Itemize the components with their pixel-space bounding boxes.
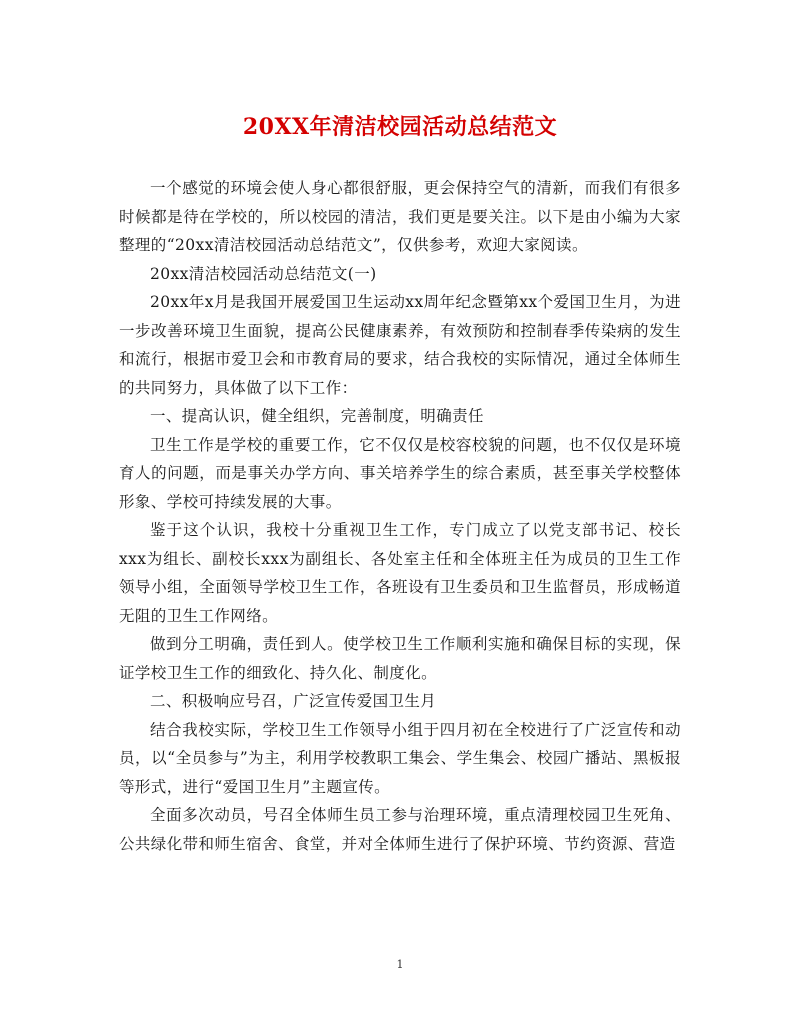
paragraph-intro: 一个感觉的环境会使人身心都很舒服，更会保持空气的清新，而我们有很多时候都是待在学校的，所以校园的清洁，我们更是要关注。以下是由小编为大家整理的“20xx清洁校园活动总结范文”，仅供参考，欢迎大家阅读。: [119, 179, 681, 254]
page-number: 1: [396, 958, 404, 971]
paragraph: 结合我校实际，学校卫生工作领导小组于四月初在全校进行了广泛宣传和动员，以“全员参与”为主，利用学校教职工集会、学生集会、校园广播站、黑板报等形式，进行“爱国卫生月”主题宣传。: [119, 720, 681, 796]
paragraph: 卫生工作是学校的重要工作，它不仅仅是校容校貌的问题，也不仅仅是环境育人的问题，而是事关办学方向、事关培养学生的综合素质，甚至事关学校整体形象、学校可持续发展的大事。: [119, 435, 681, 511]
section-heading: 一、提高认识，健全组织，完善制度，明确责任: [150, 407, 484, 425]
paragraph: 做到分工明确，责任到人。使学校卫生工作顺利实施和确保目标的实现，保证学校卫生工作的细致化、持久化、制度化。: [119, 635, 681, 682]
paragraph: 全面多次动员，号召全体师生员工参与治理环境，重点清理校园卫生死角、公共绿化带和师生宿舍、食堂，并对全体师生进行了保护环境、节约资源、营造: [119, 806, 681, 853]
paragraph-subtitle: 20xx清洁校园活动总结范文(一): [150, 264, 377, 283]
document-title: 20XX年清洁校园活动总结范文: [242, 114, 558, 140]
document-body: [119, 174, 681, 858]
section-heading: 二、积极响应号召，广泛宣传爱国卫生月: [150, 692, 437, 710]
paragraph: 鉴于这个认识，我校十分重视卫生工作，专门成立了以党支部书记、校长xxx为组长、副校长xxx为副组长、各处室主任和全体班主任为成员的卫生工作领导小组，全面领导学校卫生工作，各班设有卫生委员和卫生监督员，形成畅道无阻的卫生工作网络。: [119, 521, 681, 625]
paragraph: 20xx年x月是我国开展爱国卫生运动xx周年纪念暨第xx个爱国卫生月，为进一步改善环境卫生面貌，提高公民健康素养，有效预防和控制春季传染病的发生和流行，根据市爱卫会和市教育局的要求，结合我校的实际情况，通过全体师生的共同努力，具体做了以下工作：: [119, 293, 681, 397]
